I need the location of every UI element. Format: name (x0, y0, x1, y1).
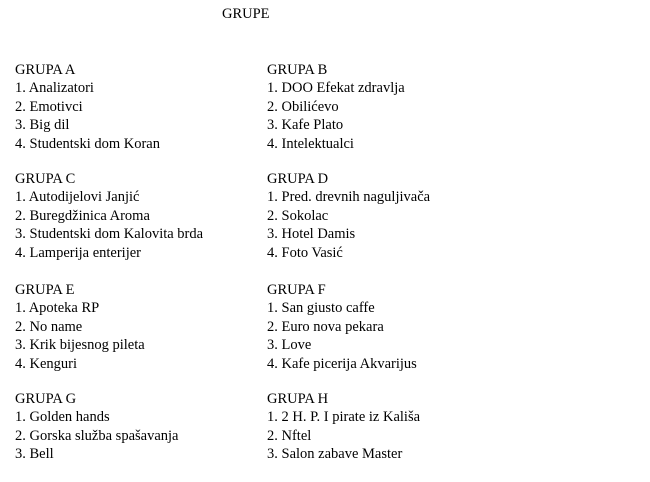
team-item: 1. Autodijelovi Janjić (15, 189, 140, 206)
team-item: 1. San giusto caffe (267, 300, 375, 317)
team-item: 4. Studentski dom Koran (15, 135, 160, 152)
group-team-list (267, 299, 512, 373)
group-team-list (267, 188, 512, 262)
team-item: 4. Lamperija enterijer (15, 244, 142, 261)
group-title: GRUPA H (267, 391, 329, 407)
team-item: 2. Gorska služba spašavanja (15, 427, 179, 444)
team-item: 3. Love (267, 337, 312, 354)
group-team-list (15, 299, 260, 373)
group-title: GRUPA B (267, 62, 328, 78)
group-f (267, 281, 512, 373)
group-team-list (15, 79, 260, 153)
group-title: GRUPA A (15, 62, 76, 78)
team-item: 4. Foto Vasić (267, 244, 343, 261)
group-e (15, 281, 260, 373)
document-title: GRUPE (222, 6, 270, 22)
team-item: 2. No name (15, 318, 83, 335)
team-item: 1. Golden hands (15, 409, 110, 426)
team-item: 3. Bell (15, 446, 54, 463)
team-item: 3. Salon zabave Master (267, 446, 403, 463)
team-item: 2. Buregdžinica Aroma (15, 207, 150, 224)
team-item: 1. Analizatori (15, 80, 94, 97)
team-item: 3. Hotel Damis (267, 226, 356, 243)
team-item: 1. 2 H. P. I pirate iz Kališa (267, 409, 421, 426)
team-item: 2. Emotivci (15, 98, 83, 115)
team-item: 4. Intelektualci (267, 135, 354, 152)
team-item: 2. Sokolac (267, 207, 329, 224)
group-title: GRUPA G (15, 391, 77, 407)
group-title: GRUPA D (267, 171, 329, 187)
group-team-list (267, 408, 512, 463)
group-title: GRUPA E (15, 282, 75, 298)
group-d (267, 170, 512, 262)
team-item: 3. Kafe Plato (267, 117, 344, 134)
group-h (267, 390, 512, 464)
group-team-list (267, 79, 512, 153)
group-g (15, 390, 260, 464)
team-item: 3. Studentski dom Kalovita brda (15, 226, 204, 243)
group-a (15, 61, 260, 153)
team-item: 1. Apoteka RP (15, 300, 100, 317)
group-title: GRUPA C (15, 171, 76, 187)
team-item: 1. Pred. drevnih naguljivača (267, 189, 431, 206)
group-c (15, 170, 260, 262)
team-item: 4. Kenguri (15, 355, 78, 372)
group-b (267, 61, 512, 153)
team-item: 1. DOO Efekat zdravlja (267, 80, 405, 97)
team-item: 3. Big dil (15, 117, 70, 134)
team-item: 4. Kafe picerija Akvarijus (267, 355, 417, 372)
team-item: 3. Krik bijesnog pileta (15, 337, 145, 354)
team-item: 2. Obilićevo (267, 98, 339, 115)
group-team-list (15, 188, 260, 262)
team-item: 2. Euro nova pekara (267, 318, 384, 335)
team-item: 2. Nftel (267, 427, 312, 444)
group-title: GRUPA F (267, 282, 326, 298)
group-team-list (15, 408, 260, 463)
